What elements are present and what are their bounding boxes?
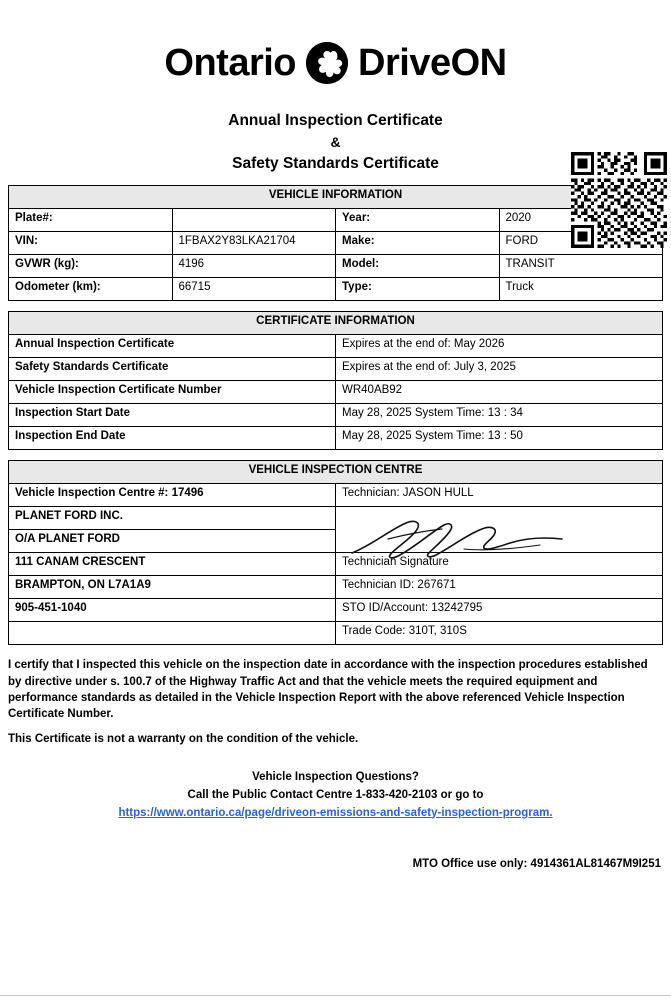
table-row <box>9 507 663 530</box>
certificate-information-table <box>8 311 663 450</box>
section-header-row <box>9 312 663 335</box>
signature-cell <box>336 507 663 553</box>
centre-number: Vehicle Inspection Centre #: 17496 <box>9 484 336 507</box>
centre-name-line2: O/A PLANET FORD <box>9 530 336 553</box>
contact-line: Call the Public Contact Centre 1-833-420-2103 or go to <box>187 788 484 801</box>
trade-code: Trade Code: 310T, 310S <box>336 622 663 645</box>
sto-id: STO ID/Account: 13242795 <box>336 599 663 622</box>
annual-inspection-certificate-label: Annual Inspection Certificate <box>9 335 336 358</box>
type-label: Type: <box>336 278 500 301</box>
table-row <box>9 278 663 301</box>
vin-value: 1FBAX2Y83LKA21704 <box>172 232 336 255</box>
certificate-number-label: Vehicle Inspection Certificate Number <box>9 381 336 404</box>
table-row <box>9 232 663 255</box>
odometer-label: Odometer (km): <box>9 278 173 301</box>
inspection-start-date-label: Inspection Start Date <box>9 404 336 427</box>
gvwr-label: GVWR (kg): <box>9 255 173 278</box>
table-row <box>9 622 663 645</box>
vin-label: VIN: <box>9 232 173 255</box>
table-row <box>9 381 663 404</box>
safety-standards-certificate-value: Expires at the end of: July 3, 2025 <box>336 358 663 381</box>
inspection-start-date-value: May 28, 2025 System Time: 13 : 34 <box>336 404 663 427</box>
centre-name-line1: PLANET FORD INC. <box>9 507 336 530</box>
mto-office-use: MTO Office use only: 4914361AL81467M9I251 <box>412 858 661 871</box>
technician-signature-label: Technician Signature <box>336 553 663 576</box>
plate-value <box>172 209 336 232</box>
type-value: Truck <box>499 278 663 301</box>
model-label: Model: <box>336 255 500 278</box>
certificate-title <box>8 110 663 175</box>
brand-ontario: Ontario <box>164 42 297 84</box>
safety-standards-certificate-label: Safety Standards Certificate <box>9 358 336 381</box>
table-row <box>9 599 663 622</box>
gvwr-value: 4196 <box>172 255 336 278</box>
table-row <box>9 427 663 450</box>
centre-city: BRAMPTON, ON L7A1A9 <box>9 576 336 599</box>
section-header-row <box>9 186 663 209</box>
certification-statement <box>8 657 663 747</box>
technician-name: Technician: JASON HULL <box>336 484 663 507</box>
inspection-end-date-label: Inspection End Date <box>9 427 336 450</box>
odometer-value: 66715 <box>172 278 336 301</box>
year-label: Year: <box>336 209 500 232</box>
table-row <box>9 255 663 278</box>
section-header-row <box>9 461 663 484</box>
brand-driveon: DriveON <box>358 42 507 84</box>
certificate-title-line1: Annual Inspection Certificate <box>228 112 443 129</box>
centre-phone: 905-451-1040 <box>9 599 336 622</box>
annual-inspection-certificate-value: Expires at the end of: May 2026 <box>336 335 663 358</box>
certificate-title-line2: Safety Standards Certificate <box>232 154 439 172</box>
qr-code-icon <box>571 152 667 248</box>
questions-heading: Vehicle Inspection Questions? <box>252 770 419 783</box>
table-row <box>9 404 663 427</box>
technician-id: Technician ID: 267671 <box>336 576 663 599</box>
trillium-icon <box>306 42 348 84</box>
footer <box>8 769 663 822</box>
empty-cell <box>9 622 336 645</box>
vehicle-inspection-centre-header: VEHICLE INSPECTION CENTRE <box>9 461 663 484</box>
table-row <box>9 576 663 599</box>
table-row <box>9 358 663 381</box>
model-value: TRANSIT <box>499 255 663 278</box>
vehicle-inspection-centre-table <box>8 460 663 645</box>
table-row <box>9 335 663 358</box>
table-row <box>9 484 663 507</box>
handwritten-signature-icon <box>344 509 584 569</box>
certificate-information-header: CERTIFICATE INFORMATION <box>9 312 663 335</box>
centre-address: 111 CANAM CRESCENT <box>9 553 336 576</box>
vehicle-information-header: VEHICLE INFORMATION <box>9 186 663 209</box>
brand-header <box>8 42 663 84</box>
make-label: Make: <box>336 232 500 255</box>
bottom-divider <box>0 995 671 996</box>
table-row <box>9 209 663 232</box>
certificate-number-value: WR40AB92 <box>336 381 663 404</box>
plate-label: Plate#: <box>9 209 173 232</box>
certification-paragraph-2: This Certificate is not a warranty on the condition of the vehicle. <box>8 732 359 745</box>
program-link[interactable]: https://www.ontario.ca/page/driveon-emissions-and-safety-inspection-program. <box>118 806 553 819</box>
inspection-end-date-value: May 28, 2025 System Time: 13 : 50 <box>336 427 663 450</box>
year-value: 2020 <box>499 209 663 232</box>
certification-paragraph-1: I certify that I inspected this vehicle on the inspection date in accordance with the inspection procedures established by directive under s. 100.7 of the Highway Traffic Act and that the vehicle meets the required equipment and performance standards as detailed in the Vehicle Inspection Report with the above referenced Vehicle Inspection Certificate Number. <box>8 659 648 721</box>
make-value: FORD <box>499 232 663 255</box>
certificate-page <box>0 42 671 1002</box>
certificate-title-amp: & <box>330 134 341 151</box>
vehicle-information-table <box>8 185 663 301</box>
